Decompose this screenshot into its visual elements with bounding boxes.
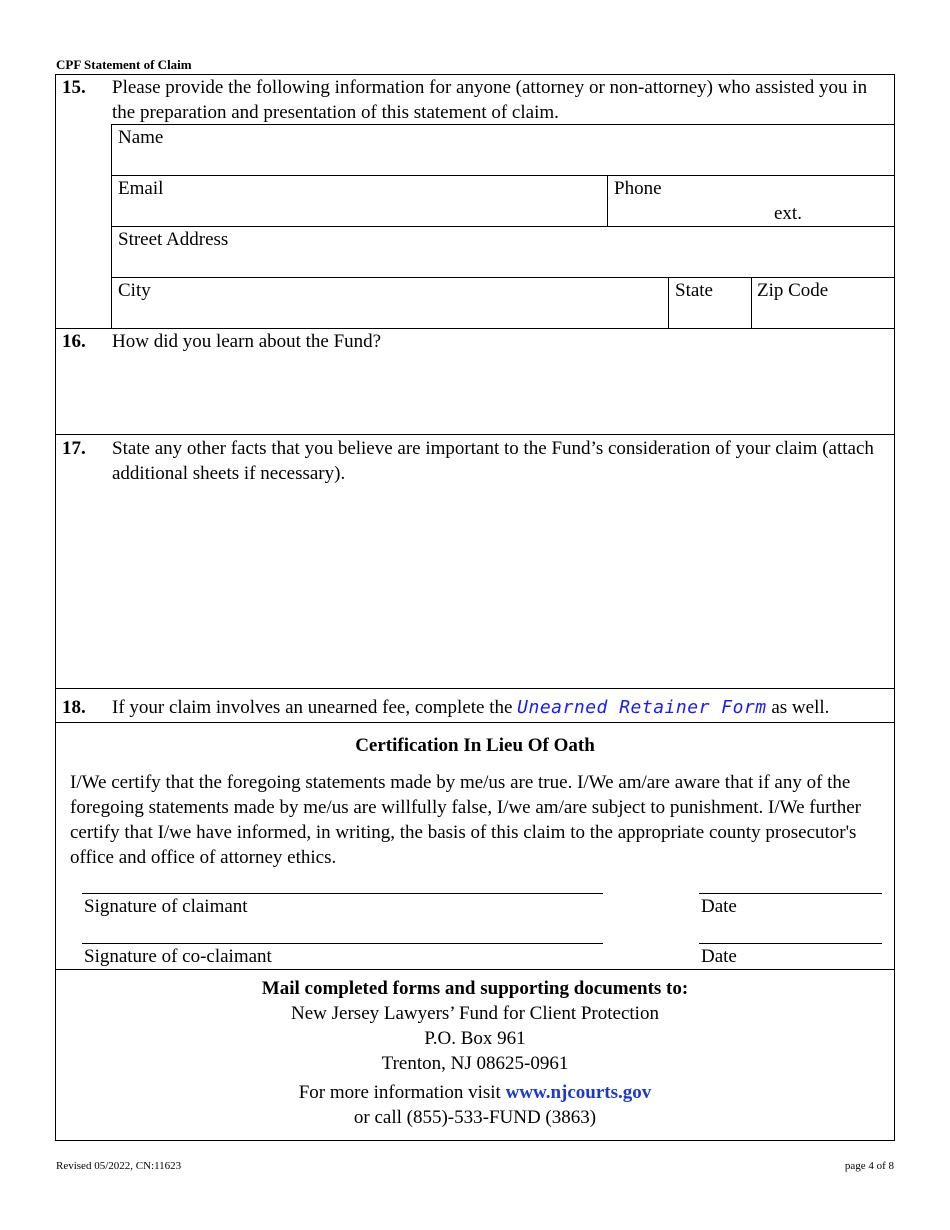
date2-line[interactable]: [699, 943, 882, 944]
section-divider: [55, 722, 895, 723]
phone-ext-field[interactable]: ext.: [774, 203, 802, 224]
q18-number: 18.: [62, 697, 86, 718]
form-header-title: CPF Statement of Claim: [56, 57, 192, 72]
section-divider: [55, 434, 895, 435]
footer-page: page 4 of 8: [844, 1160, 894, 1172]
q15-grid-line: [111, 277, 895, 278]
certification-body: I/We certify that the foregoing statements made by me/us are true. I/We am/are aware that if any of the foregoing statements made by me/us are willfully false, I/we am/are subject to punishment. I/We further certify that I/we have informed, in writing, the basis of this claim to the appropriate county prosecutor's office and office of attorney ethics.: [70, 772, 861, 868]
section-divider: [55, 688, 895, 689]
phone-field[interactable]: Phone: [614, 178, 662, 199]
q16-number: 16.: [62, 331, 86, 352]
q17-answer-area[interactable]: [112, 490, 887, 680]
q15-number: 15.: [62, 77, 86, 98]
q15-text: Please provide the following information for anyone (attorney or non-attorney) who assisted you in the preparation and presentation of this statement of claim.: [112, 77, 868, 123]
q18-text-before: If your claim involves an unearned fee, complete the: [112, 697, 513, 718]
date1-line[interactable]: [699, 893, 882, 894]
mail-info-prefix: For more information visit: [298, 1082, 501, 1103]
q15-grid-line: [111, 226, 895, 227]
footer-revised: Revised 05/2022, CN:11623: [56, 1160, 182, 1172]
njcourts-link[interactable]: www.njcourts.gov: [505, 1082, 652, 1103]
q17-text: State any other facts that you believe are important to the Fund’s consideration of your claim (attach additional sheets if necessary).: [112, 438, 874, 484]
q18-text-after: as well.: [771, 697, 830, 718]
q17-number: 17.: [62, 438, 86, 459]
q15-grid-line: [111, 175, 895, 176]
email-field[interactable]: Email: [118, 178, 164, 199]
city-field[interactable]: City: [118, 280, 151, 301]
unearned-retainer-form-link[interactable]: Unearned Retainer Form: [517, 697, 767, 718]
name-field[interactable]: Name: [118, 127, 164, 148]
q15-grid-line: [111, 124, 112, 328]
q18-text: [112, 695, 892, 720]
q16-text: How did you learn about the Fund?: [112, 331, 382, 352]
signature-coclaimant-label: Signature of co-claimant: [84, 946, 272, 967]
signature-claimant-line[interactable]: [82, 893, 603, 894]
date2-label: Date: [701, 946, 737, 967]
q16-answer-area[interactable]: [112, 356, 887, 428]
mail-org: New Jersey Lawyers’ Fund for Client Protection: [291, 1003, 659, 1024]
signature-coclaimant-line[interactable]: [82, 943, 603, 944]
q15-grid-line: [751, 277, 752, 328]
mail-pobox: P.O. Box 961: [424, 1028, 526, 1049]
q15-grid-line: [111, 124, 895, 125]
street-address-field[interactable]: Street Address: [118, 229, 229, 250]
zip-code-field[interactable]: Zip Code: [757, 280, 829, 301]
mail-city: Trenton, NJ 08625-0961: [381, 1053, 569, 1074]
state-field[interactable]: State: [675, 280, 713, 301]
mail-box: [55, 976, 895, 1130]
mail-info-line: [55, 1080, 895, 1105]
q15-grid-line: [607, 175, 608, 226]
signature-claimant-label: Signature of claimant: [84, 896, 248, 917]
certification-title: Certification In Lieu Of Oath: [355, 735, 595, 756]
mail-heading: Mail completed forms and supporting documents to:: [261, 978, 689, 999]
date1-label: Date: [701, 896, 737, 917]
section-divider: [55, 969, 895, 970]
mail-call: or call (855)-533-FUND (3863): [353, 1107, 597, 1128]
q15-grid-line: [668, 277, 669, 328]
